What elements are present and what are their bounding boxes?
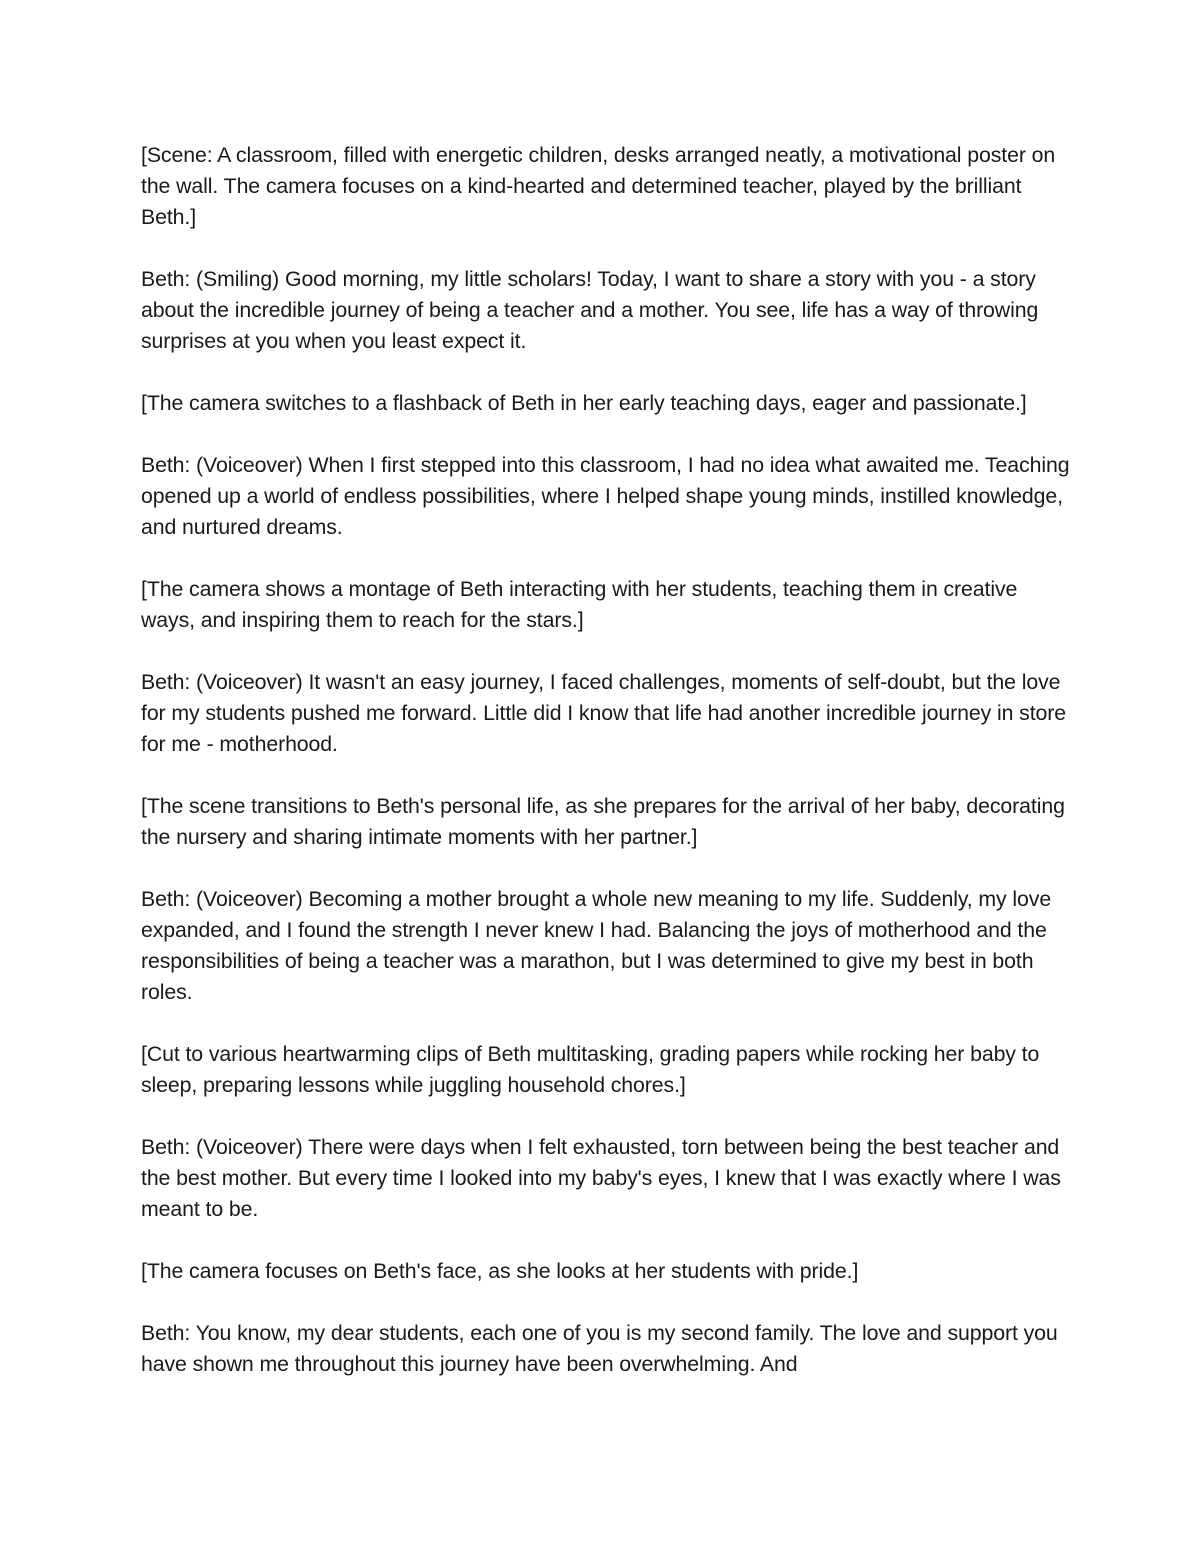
dialogue-paragraph: Beth: (Voiceover) There were days when I felt exhausted, torn between being the best teacher and the best mother. But every time I looked into my baby's eyes, I knew that I was exactly where I was meant to be.: [141, 1135, 1061, 1221]
scene-direction-paragraph: [Scene: A classroom, filled with energetic children, desks arranged neatly, a motivational poster on the wall. The camera focuses on a kind-hearted and determined teacher, played by the brilliant Beth.]: [141, 143, 1056, 229]
scene-direction-paragraph: [The camera focuses on Beth's face, as she looks at her students with pride.]: [141, 1259, 859, 1283]
scene-direction-paragraph: [The scene transitions to Beth's personal life, as she prepares for the arrival of her baby, decorating the nursery and sharing intimate moments with her partner.]: [141, 794, 1065, 849]
document-body: [141, 140, 1071, 1411]
dialogue-paragraph: Beth: (Voiceover) When I first stepped into this classroom, I had no idea what awaited me. Teaching opened up a world of endless possibilities, where I helped shape young minds, instilled knowledge, and nurtured dreams.: [141, 453, 1070, 539]
scene-direction-paragraph: [The camera switches to a flashback of Beth in her early teaching days, eager and passionate.]: [141, 391, 1027, 415]
dialogue-paragraph: Beth: (Smiling) Good morning, my little scholars! Today, I want to share a story with you - a story about the incredible journey of being a teacher and a mother. You see, life has a way of throwing surprises at you when you least expect it.: [141, 267, 1039, 353]
scene-direction-paragraph: [The camera shows a montage of Beth interacting with her students, teaching them in creative ways, and inspiring them to reach for the stars.]: [141, 577, 1018, 632]
scene-direction-paragraph: [Cut to various heartwarming clips of Beth multitasking, grading papers while rocking her baby to sleep, preparing lessons while juggling household chores.]: [141, 1042, 1040, 1097]
dialogue-paragraph: Beth: You know, my dear students, each one of you is my second family. The love and support you have shown me throughout this journey have been overwhelming. And: [141, 1321, 1058, 1376]
dialogue-paragraph: Beth: (Voiceover) It wasn't an easy journey, I faced challenges, moments of self-doubt, but the love for my students pushed me forward. Little did I know that life had another incredible journey in store for me - motherhood.: [141, 670, 1067, 756]
dialogue-paragraph: Beth: (Voiceover) Becoming a mother brought a whole new meaning to my life. Suddenly, my love expanded, and I found the strength I never knew I had. Balancing the joys of motherhood and the responsibilities of being a teacher was a marathon, but I was determined to give my best in both roles.: [141, 887, 1052, 1004]
